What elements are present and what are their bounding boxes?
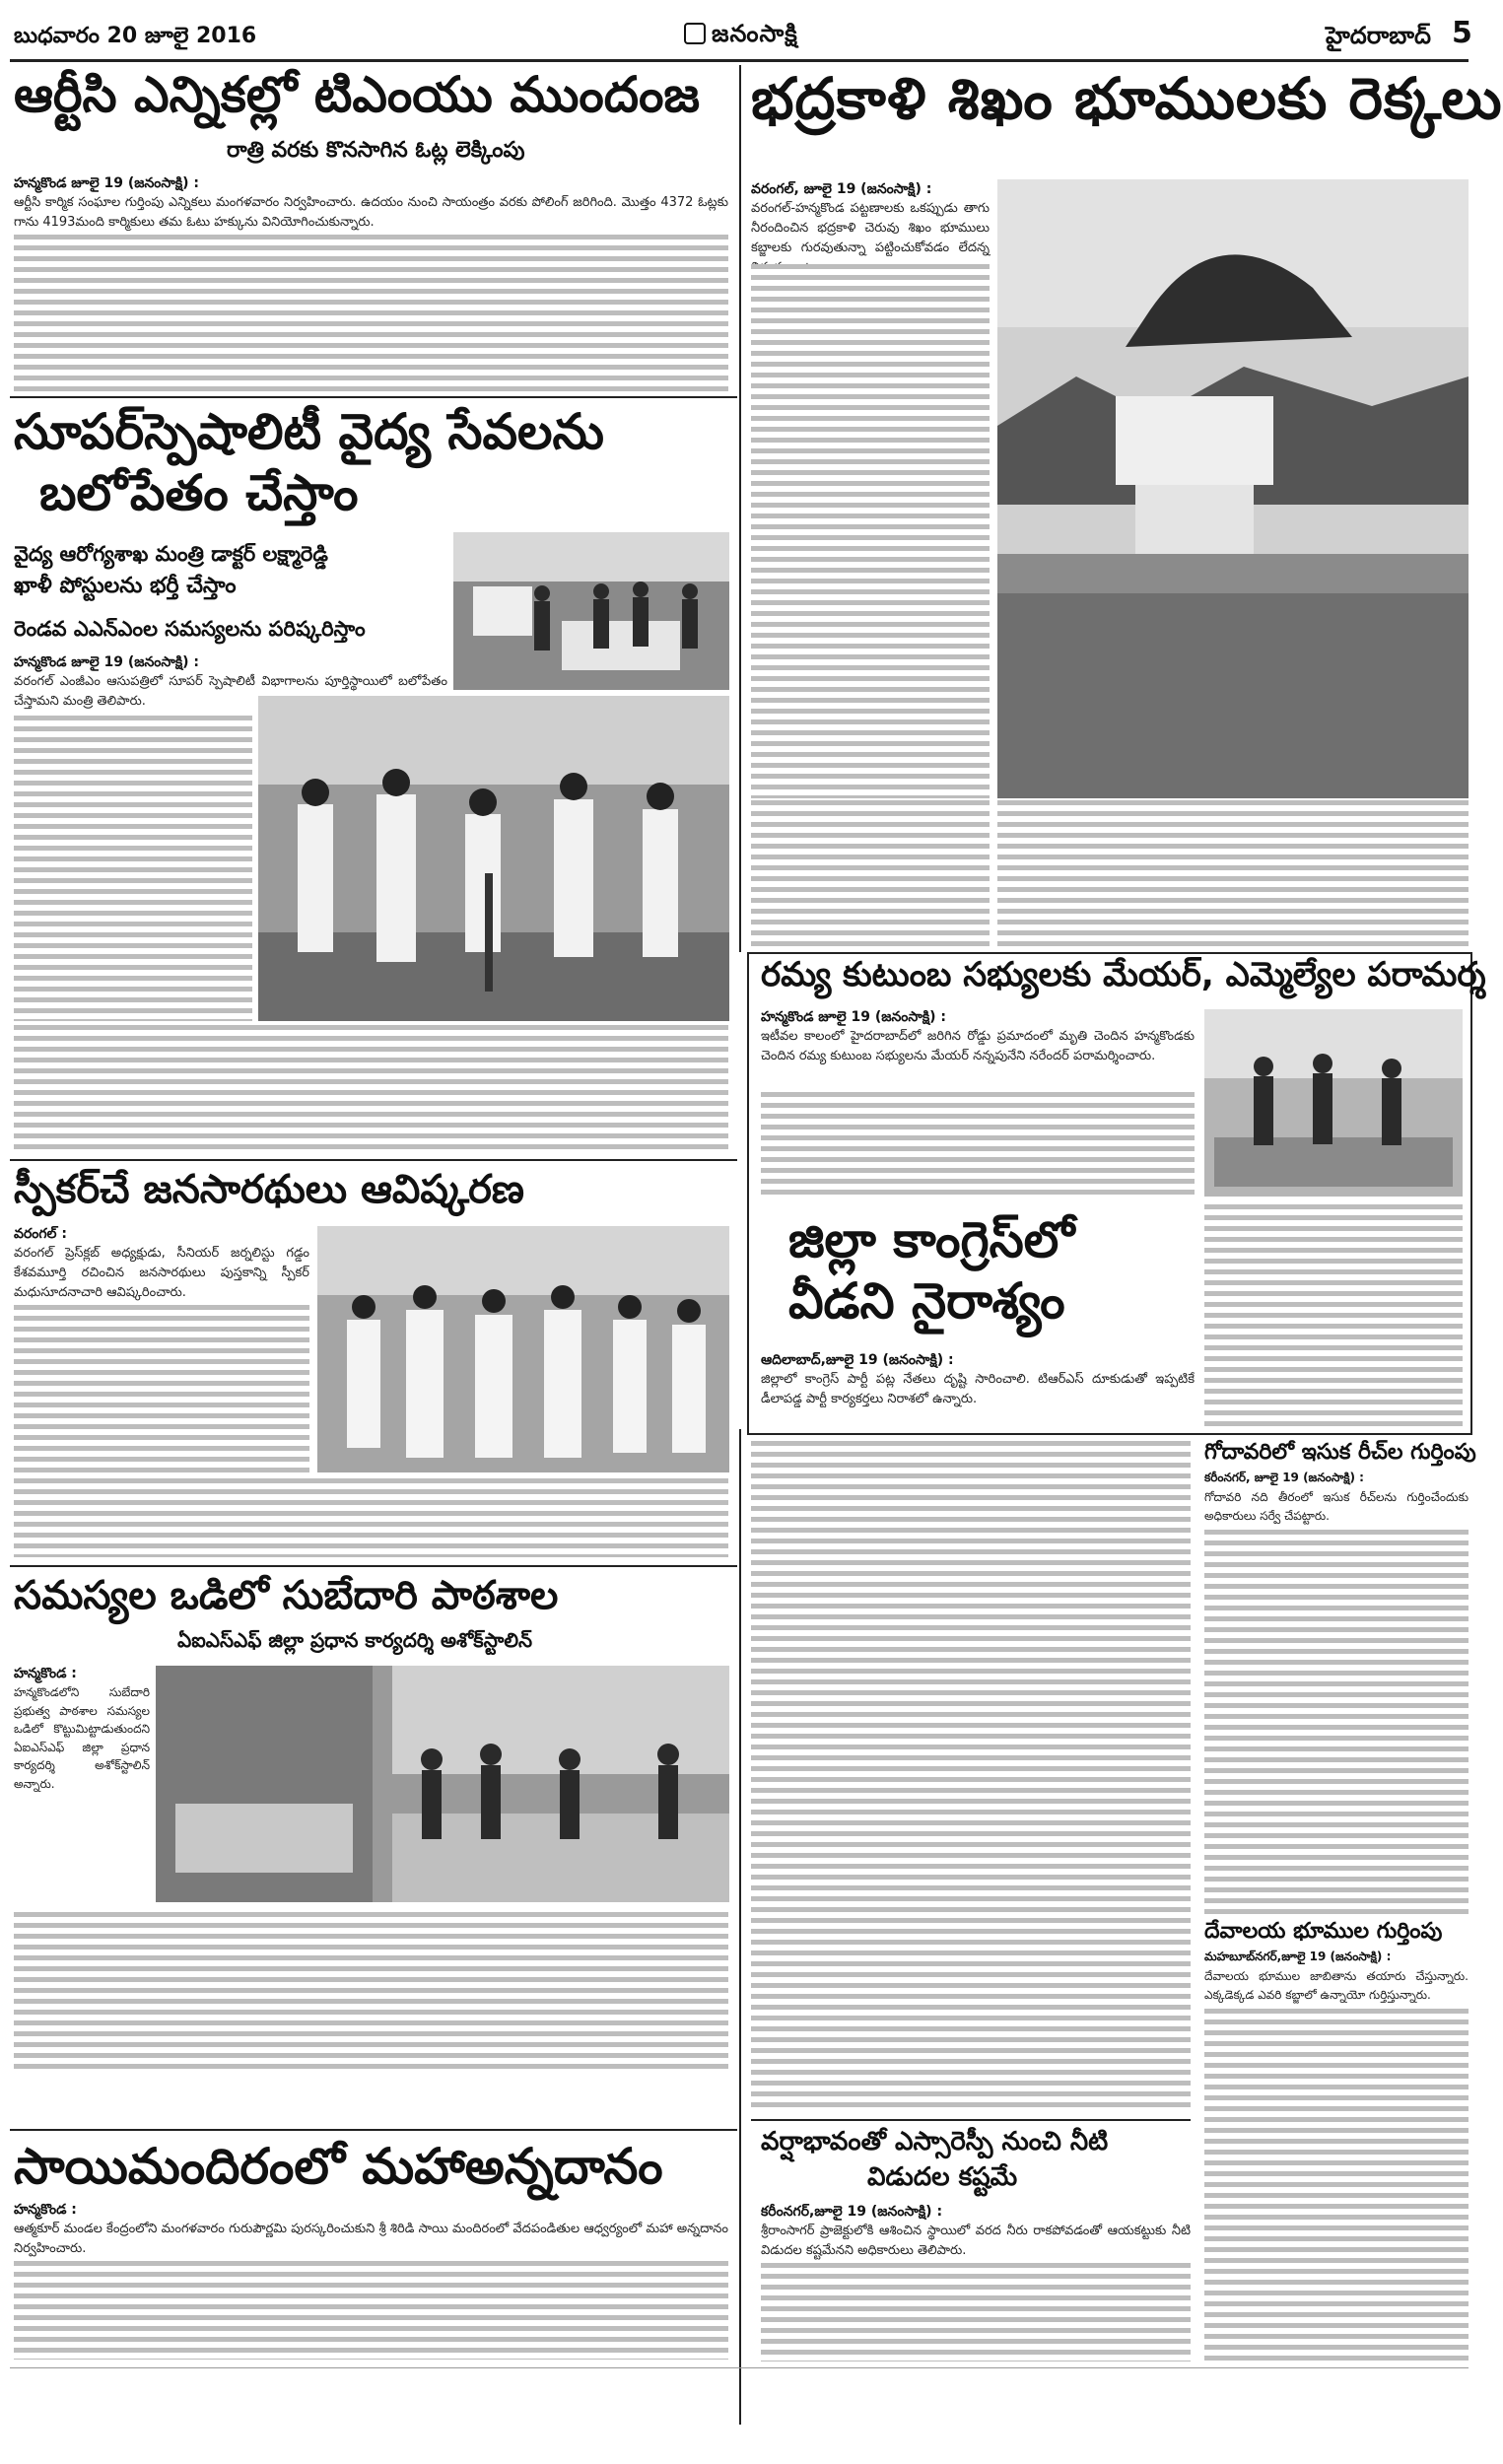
sai-body bbox=[14, 2261, 728, 2360]
sai-dateline: హన్మకొండ : bbox=[14, 2202, 77, 2218]
sai-lead: ఆత్మకూర్ మండల కేంద్రంలోని మంగళవారం గురుపౌర్ణమి పురస్కరించుకుని శ్రీ శిరిడి సాయి మందిరంలో వేదపండితుల ఆధ్వర్యంలో మహా అన్నదానం నిర్వహించారు. bbox=[14, 2222, 728, 2257]
section-rule bbox=[10, 1159, 737, 1161]
ramya-body bbox=[761, 1092, 1195, 1200]
super-speciality-headline-2: బలోపేతం చేస్తాం bbox=[39, 464, 359, 521]
speaker-body-left bbox=[14, 1305, 309, 1474]
ramya-lead: ఇటీవల కాలంలో హైదరాబాద్‌లో జరిగిన రోడ్డు ప్రమాదంలో మృతి చెందిన హన్మకొండకు చెందిన రమ్య కుటుంబ సభ్యులను మేయర్ నన్నపునేని నరేందర్ పరామర్శించారు. bbox=[761, 1029, 1195, 1064]
ramya-dateline: హన్మకొండ జూలై 19 (జనంసాక్షి) : bbox=[761, 1009, 947, 1025]
section-rule bbox=[10, 1565, 737, 1567]
book-release-photo bbox=[317, 1226, 729, 1472]
devalaya-body bbox=[1204, 2009, 1469, 2363]
varsha-headline: వర్షాభావంతో ఎస్సారెస్పీ నుంచి నీటి bbox=[761, 2127, 1109, 2156]
devalaya-lead: దేవాలయ భూముల జాబితాను తయారు చేస్తున్నారు. ఎక్కడెక్కడ ఎవరి కబ్జాలో ఉన్నాయో గుర్తిస్తున్నారు. bbox=[1204, 1969, 1469, 2002]
super-speciality-subhead-2: ఖాళీ పోస్టులను భర్తీ చేస్తాం bbox=[14, 574, 237, 598]
subedari-body bbox=[14, 1912, 728, 2070]
ramya-visit-photo bbox=[1204, 1009, 1463, 1197]
super-speciality-lead: వరంగల్ ఎంజీఎం ఆసుపత్రిలో సూపర్ స్పెషాలిటీ విభాగాలను పూర్తిస్థాయిలో బలోపేతం చేస్తామని మంత్రి తెలిపారు. bbox=[14, 674, 447, 710]
super-speciality-subhead-1: వైద్య ఆరోగ్యశాఖ మంత్రి డాక్టర్ లక్ష్మారెడ్డి bbox=[14, 542, 328, 566]
super-speciality-headline: సూపర్‌స్పెషాలిటీ వైద్య సేవలను bbox=[14, 403, 604, 460]
super-speciality-subhead-3: రెండవ ఎఎన్‌ఎంల సమస్యలను పరిష్కరిస్తాం bbox=[14, 617, 366, 641]
bhadrakali-body-col2 bbox=[751, 800, 990, 948]
subedari-subhead: ఏఐఎస్‌ఎఫ్ జిల్లా ప్రధాన కార్యదర్శి అశోక్‌స్టాలిన్ bbox=[177, 1628, 533, 1652]
bhadrakali-dateline: వరంగల్, జూలై 19 (జనంసాక్షి) : bbox=[751, 181, 932, 197]
speaker-headline: స్పీకర్‌చే జనసారథులు ఆవిష్కరణ bbox=[14, 1167, 524, 1212]
subedari-dateline: హన్మకొండ : bbox=[14, 1666, 77, 1681]
page-bottom-rule bbox=[10, 2367, 1469, 2368]
tree-planting-photo bbox=[258, 696, 729, 1021]
congress-body bbox=[751, 1441, 1191, 2111]
varsha-lead: శ్రీరాంసాగర్ ప్రాజెక్టులోకి ఆశించిన స్థాయిలో వరద నీరు రాకపోవడంతో ఆయకట్టుకు నీటి విడుదల కష్టమేనని అధికారులు తెలిపారు. bbox=[761, 2224, 1191, 2259]
rtc-lead: ఆర్టీసి కార్మిక సంఘాల గుర్తింపు ఎన్నికలు మంగళవారం నిర్వహించారు. ఉదయం నుంచి సాయంత్రం వరకు పోలింగ్ జరిగింది. మొత్తం 4372 ఓట్లకు గాను 4193మంది కార్మికులు తమ ఓటు హక్కును వినియోగించుకున్నారు. bbox=[14, 195, 728, 231]
congress-headline-2: వీడని నైరాశ్యం bbox=[788, 1272, 1065, 1330]
godavari-dateline: కరీంనగర్, జూలై 19 (జనంసాక్షి) : bbox=[1204, 1471, 1364, 1484]
super-speciality-body-left bbox=[14, 716, 252, 1021]
edition-city: హైదరాబాద్ bbox=[1326, 22, 1431, 49]
varsha-headline-2: విడుదల కష్టమే bbox=[867, 2162, 1018, 2192]
devalaya-dateline: మహబూబ్‌నగర్,జూలై 19 (జనంసాక్షి) : bbox=[1204, 1950, 1392, 1963]
bhadrakali-lake-photo bbox=[997, 179, 1469, 798]
minister-hospital-photo bbox=[453, 532, 729, 690]
logo-text: జనంసాక్షి bbox=[712, 20, 798, 47]
rtc-headline: ఆర్టీసి ఎన్నికల్లో టిఎంయు ముందంజ bbox=[14, 66, 700, 123]
varsha-body bbox=[761, 2263, 1191, 2361]
masthead-rule bbox=[10, 59, 1469, 62]
congress-dateline: ఆదిలాబాద్,జూలై 19 (జనంసాక్షి) : bbox=[761, 1352, 954, 1368]
godavari-headline: గోదావరిలో ఇసుక రీచ్‌ల గుర్తింపు bbox=[1204, 1440, 1476, 1465]
rtc-body bbox=[14, 235, 728, 392]
bhadrakali-body-col3 bbox=[997, 800, 1469, 948]
speaker-lead: వరంగల్ ప్రెస్‌క్లబ్ అధ్యక్షుడు, సీనియర్ జర్నలిస్టు గడ్డం కేశవమూర్తి రచించిన జనసారథులు పుస్తకాన్ని స్పీకర్ మధుసూదనాచారి ఆవిష్కరించారు. bbox=[14, 1246, 309, 1301]
section-rule bbox=[10, 396, 737, 398]
column-divider bbox=[739, 1429, 741, 2425]
congress-lead: జిల్లాలో కాంగ్రెస్ పార్టీ పట్ల నేతలు దృష్టి సారించాలి. టిఆర్‌ఎస్ దూకుడుతో ఇప్పటికే డీలాపడ్డ పార్టీ కార్యకర్తలు నిరాశలో ఉన్నారు. bbox=[761, 1372, 1195, 1407]
section-rule bbox=[751, 2119, 1191, 2121]
bhadrakali-body-left bbox=[751, 264, 990, 798]
column-divider bbox=[739, 65, 741, 952]
school-photo bbox=[156, 1666, 729, 1902]
super-speciality-body bbox=[14, 1025, 728, 1153]
rtc-subhead: రాత్రి వరకు కొనసాగిన ఓట్ల లెక్కింపు bbox=[227, 138, 525, 163]
bhadrakali-headline: భద్రకాళి శిఖం భూములకు రెక్కలు bbox=[751, 65, 1503, 132]
devalaya-headline: దేవాలయ భూముల గుర్తింపు bbox=[1204, 1919, 1443, 1944]
section-rule bbox=[10, 2129, 737, 2131]
ramya-body-right bbox=[1204, 1204, 1463, 1427]
congress-headline: జిల్లా కాంగ్రెస్‌లో bbox=[788, 1211, 1075, 1268]
newspaper-logo bbox=[684, 20, 798, 53]
rtc-dateline: హన్మకొండ జూలై 19 (జనంసాక్షి) : bbox=[14, 175, 200, 191]
bhadrakali-lead: వరంగల్-హన్మకొండ పట్టణాలకు ఒకప్పుడు తాగు నీరందించిన భద్రకాళి చెరువు శిఖం భూములు కబ్జాలకు గురవుతున్నా పట్టించుకోవడం లేదన్న bbox=[751, 201, 990, 256]
logo-icon bbox=[684, 23, 706, 44]
godavari-body bbox=[1204, 1530, 1469, 1914]
subedari-headline: సమస్యల ఒడిలో సుబేదారి పాఠశాల bbox=[14, 1573, 559, 1618]
speaker-dateline: వరంగల్ : bbox=[14, 1226, 67, 1242]
super-speciality-dateline: హన్మకొండ జూలై 19 (జనంసాక్షి) : bbox=[14, 654, 200, 670]
godavari-lead: గోదావరి నది తీరంలో ఇసుక రీచ్‌లను గుర్తించేందుకు అధికారులు సర్వే చేపట్టారు. bbox=[1204, 1490, 1469, 1523]
sai-headline: సాయిమందిరంలో మహాఅన్నదానం bbox=[14, 2138, 663, 2195]
speaker-body bbox=[14, 1478, 728, 1557]
page-number: 5 bbox=[1452, 16, 1472, 50]
subedari-lead: హన్మకొండలోని సుబేదారి ప్రభుత్వ పాఠశాల సమస్యల ఒడిలో కొట్టుమిట్టాడుతుందని ఏఐఎస్‌ఎఫ్ జిల్లా ప్రధాన కార్యదర్శి అశోక్‌స్టాలిన్ అన్నారు. bbox=[14, 1685, 150, 1791]
ramya-headline: రమ్య కుటుంబ సభ్యులకు మేయర్, ఎమ్మెల్యేల పరామర్శ bbox=[761, 955, 1486, 994]
varsha-dateline: కరీంనగర్,జూలై 19 (జనంసాక్షి) : bbox=[761, 2204, 943, 2220]
issue-date: బుధవారం 20 జూలై 2016 bbox=[14, 24, 257, 48]
